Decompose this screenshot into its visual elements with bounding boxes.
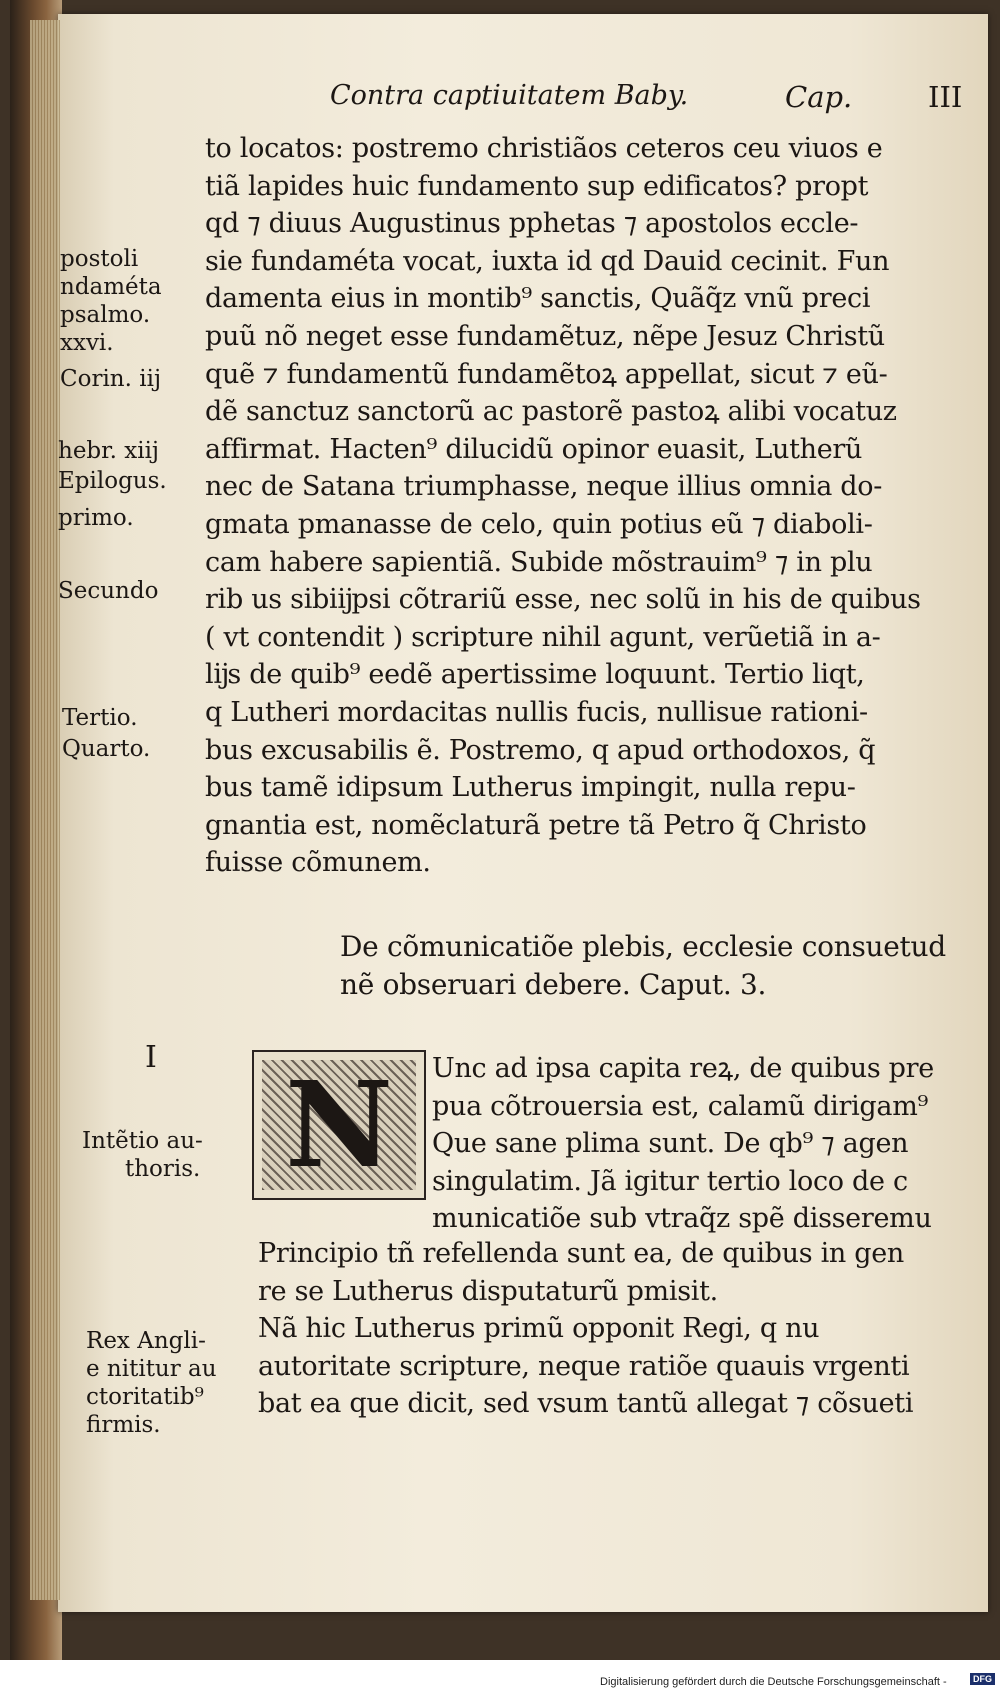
text-line: autoritate scripture, neque ratiõe quauis vrgenti: [258, 1350, 910, 1382]
margin-note: Secundo: [58, 578, 159, 604]
margin-note: firmis.: [86, 1412, 161, 1438]
text-line: lĳs de quib⁹ eedẽ apertissime loquunt. Tertio liqt,: [205, 659, 865, 691]
text-line: pua cõtrouersia est, calamũ dirigam⁹: [432, 1090, 929, 1122]
text-line: singulatim. Jã igitur tertio loco de c: [432, 1165, 908, 1197]
text-line: damenta eius in montib⁹ sanctis, Quãq̃z vnũ preci: [205, 283, 871, 315]
text-line: bus excusabilis ẽ. Postremo, q apud orthodoxos, q̃: [205, 734, 876, 766]
margin-note: ndaméta: [60, 274, 162, 300]
margin-note: primo.: [58, 505, 134, 531]
margin-note: Rex Angli-: [86, 1328, 206, 1354]
text-line: fuisse cõmunem.: [205, 847, 431, 879]
text-line: sie fundaméta vocat, iuxta id qd Dauid cecinit. Fun: [205, 245, 890, 277]
text-line: re se Lutherus disputaturũ pmisit.: [258, 1275, 718, 1307]
text-line: Principio tñ refellenda sunt ea, de quibus in gen: [258, 1238, 905, 1269]
text-line: cam habere sapientiã. Subide mõstrauim⁹ ⁊ in plu: [205, 546, 873, 578]
running-header: [330, 80, 963, 124]
text-line: bat ea que dicit, sed vsum tantũ allegat ⁊ cõsueti: [258, 1388, 914, 1420]
initial-paragraph: [432, 1050, 992, 1238]
margin-note: Intẽtio au-: [82, 1128, 203, 1154]
text-line: quẽ ⁊ fundamentũ fundamẽtoꝝ appellat, sicut ⁊ eũ-: [205, 358, 888, 390]
margin-note: postoli: [60, 246, 139, 272]
text-line: affirmat. Hacten⁹ dilucidũ opinor euasit, Lutherũ: [205, 433, 863, 465]
text-line: nec de Satana triumphasse, neque illius omnia do-: [205, 471, 883, 503]
text-line: rib us sibiĳpsi cõtrariũ esse, nec solũ in his de quibus: [205, 584, 921, 616]
text-line: gnantia est, nomẽclaturã petre tã Petro q̃ Christo: [205, 809, 867, 841]
text-line: q Lutheri mordacitas nullis fucis, nullisue rationi-: [205, 696, 868, 728]
margin-note: xxvi.: [60, 330, 114, 356]
text-line: to locatos: postremo christiãos ceteros ceu viuos e: [205, 133, 883, 164]
text-line: gmata pmanasse de celo, quin potius eũ ⁊ diaboli-: [205, 508, 873, 540]
section-heading: [340, 928, 990, 1003]
margin-note: Tertio.: [62, 705, 138, 731]
main-text-block: [205, 130, 985, 882]
text-line: Que sane plima sunt. De qb⁹ ⁊ agen: [432, 1128, 909, 1160]
margin-note: thoris.: [125, 1156, 201, 1182]
text-line: bus tamẽ idipsum Lutherus impingit, nulla repu-: [205, 772, 856, 804]
cap-label: Cap.: [785, 80, 853, 114]
page-edge: [30, 20, 60, 1600]
dfg-logo: DFG: [970, 1673, 995, 1685]
heading-line: nẽ obseruari debere. Caput. 3.: [340, 967, 767, 1001]
margin-note: psalmo.: [60, 302, 151, 328]
margin-note: Quarto.: [62, 736, 151, 762]
margin-note: Epilogus.: [58, 468, 167, 494]
section-mark: I: [145, 1040, 157, 1075]
margin-note: hebr. xiij: [58, 438, 160, 464]
text-line: ( vt contendit ) scripture nihil agunt, verũetiã in a-: [205, 621, 881, 653]
running-title: Contra captiuitatem Baby.: [330, 80, 689, 111]
margin-note: ctoritatib⁹: [86, 1384, 204, 1410]
text-line: municatiõe sub vtraq̃z spẽ disseremu: [432, 1203, 932, 1235]
text-line: Unc ad ipsa capita reꝝ, de quibus pre: [432, 1053, 934, 1084]
margin-note: Corin. iij: [60, 366, 162, 392]
initial-letter: N: [285, 1055, 393, 1194]
margin-note: e nititur au: [86, 1356, 217, 1382]
text-line: dẽ sanctuz sanctorũ ac pastorẽ pastoꝝ alibi vocatuz: [205, 396, 897, 428]
heading-line: De cõmunicatiõe plebis, ecclesie consuetud: [340, 930, 946, 963]
digitization-credit: Digitalisierung gefördert durch die Deutsche Forschungsgemeinschaft -: [600, 1676, 947, 1688]
chapter-number: III: [928, 80, 963, 114]
text-line: tiã lapides huic fundamento sup edificatos? propt: [205, 170, 869, 202]
text-line: qd ⁊ diuus Augustinus pphetas ⁊ apostolos eccle-: [205, 208, 859, 240]
text-line: puũ nõ neget esse fundamẽtuz, nẽpe Jesuz Christũ: [205, 320, 885, 352]
text-line: Nã hic Lutherus primũ opponit Regi, q nu: [258, 1313, 820, 1345]
continued-text: [258, 1235, 998, 1423]
decorated-initial: [252, 1050, 426, 1200]
